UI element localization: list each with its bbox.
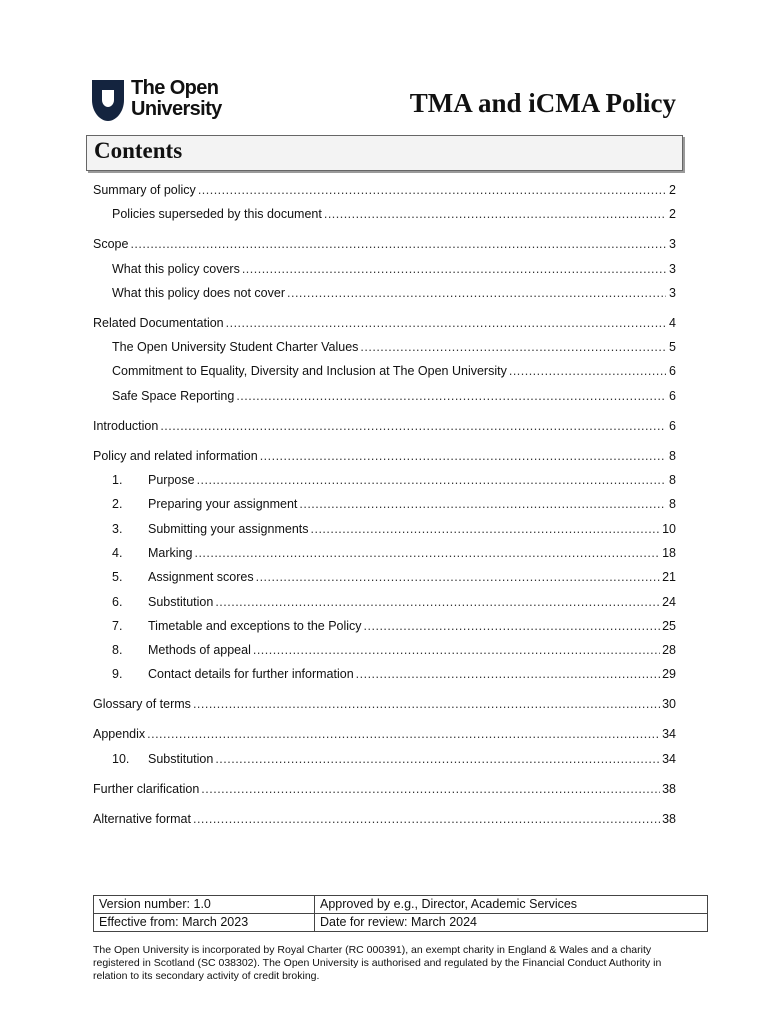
document-title: TMA and iCMA Policy <box>409 88 676 118</box>
toc-entry-label: Alternative format <box>93 811 191 826</box>
toc-leader-dots <box>226 315 666 331</box>
toc-entry-number: 6. <box>112 594 123 609</box>
toc-entry[interactable] <box>93 811 676 827</box>
toc-entry[interactable] <box>93 696 676 712</box>
toc-entry-page: 28 <box>662 643 676 658</box>
toc-leader-dots <box>198 182 666 198</box>
review-date: Date for review: March 2024 <box>315 914 708 932</box>
toc-entry-label: Substitution <box>148 751 214 766</box>
toc-entry-label: Scope <box>93 237 129 252</box>
toc-entry-label: Introduction <box>93 418 159 433</box>
toc-leader-dots <box>130 236 666 252</box>
toc-entry-page: 34 <box>662 727 676 742</box>
toc-entry-page: 6 <box>669 418 676 433</box>
toc-leader-dots <box>236 388 666 404</box>
toc-leader-dots <box>193 696 660 712</box>
toc-entry-page: 29 <box>662 667 676 682</box>
version-number: Version number: 1.0 <box>94 896 315 914</box>
toc-leader-dots <box>253 642 660 658</box>
toc-entry-page: 8 <box>669 473 676 488</box>
toc-entry[interactable] <box>93 206 676 222</box>
ou-logo <box>90 78 250 126</box>
toc-leader-dots <box>194 545 660 561</box>
toc-entry-label: Policies superseded by this document <box>112 207 322 222</box>
toc-entry-number: 3. <box>112 521 123 536</box>
toc-leader-dots <box>215 751 660 767</box>
toc-entry-page: 3 <box>669 237 676 252</box>
toc-leader-dots <box>201 781 660 797</box>
toc-entry-label: Safe Space Reporting <box>112 388 235 403</box>
toc-entry-number: 5. <box>112 570 123 585</box>
toc-entry-label: Preparing your assignment <box>148 497 298 512</box>
toc-entry-number: 7. <box>112 618 123 633</box>
toc-entry-label: Methods of appeal <box>148 643 251 658</box>
toc-entry[interactable] <box>93 236 676 252</box>
toc-entry-label: Appendix <box>93 727 146 742</box>
toc-entry-page: 24 <box>662 594 676 609</box>
logo-line-1: The Open <box>131 77 219 99</box>
toc-entry[interactable] <box>93 618 676 634</box>
toc-entry-number: 1. <box>112 473 123 488</box>
toc-entry-page: 38 <box>662 811 676 826</box>
toc-entry[interactable] <box>93 594 676 610</box>
toc-leader-dots <box>356 666 660 682</box>
toc-entry-page: 30 <box>662 697 676 712</box>
version-table <box>93 895 708 932</box>
toc-leader-dots <box>197 472 666 488</box>
logo-wordmark <box>131 78 222 120</box>
toc-entry-label: Contact details for further information <box>148 667 354 682</box>
toc-entry-label: What this policy covers <box>112 261 240 276</box>
toc-entry[interactable] <box>93 666 676 682</box>
toc-entry-label: Related Documentation <box>93 315 224 330</box>
toc-entry-page: 4 <box>669 315 676 330</box>
contents-heading-box <box>86 135 683 171</box>
toc-entry-label: The Open University Student Charter Values <box>112 340 359 355</box>
toc-entry[interactable] <box>93 642 676 658</box>
toc-entry-label: Further clarification <box>93 781 200 796</box>
ou-shield-icon <box>90 78 126 124</box>
toc-entry-page: 25 <box>662 618 676 633</box>
toc-entry[interactable] <box>93 496 676 512</box>
toc-entry-page: 3 <box>669 261 676 276</box>
toc-entry-page: 2 <box>669 207 676 222</box>
toc-entry[interactable] <box>93 261 676 277</box>
toc-entry[interactable] <box>93 388 676 404</box>
toc-entry-page: 10 <box>662 521 676 536</box>
toc-entry-label: Substitution <box>148 594 214 609</box>
toc-entry-label: Policy and related information <box>93 448 258 463</box>
toc-entry-label: Submitting your assignments <box>148 521 309 536</box>
toc-entry-page: 18 <box>662 545 676 560</box>
contents-heading: Contents <box>94 138 183 163</box>
toc-entry-page: 8 <box>669 497 676 512</box>
version-row-2 <box>94 914 708 932</box>
toc-entry[interactable] <box>93 545 676 561</box>
toc-entry-number: 10. <box>112 751 130 766</box>
toc-leader-dots <box>147 726 660 742</box>
logo-line-2: University <box>131 98 222 120</box>
toc-entry-number: 9. <box>112 667 123 682</box>
toc-entry[interactable] <box>93 418 676 434</box>
approved-by: Approved by e.g., Director, Academic Services <box>315 896 708 914</box>
toc-entry[interactable] <box>93 521 676 537</box>
effective-from: Effective from: March 2023 <box>94 914 315 932</box>
version-row-1 <box>94 896 708 914</box>
toc-entry-page: 3 <box>669 285 676 300</box>
toc-leader-dots <box>256 569 660 585</box>
toc-entry-label: Glossary of terms <box>93 697 191 712</box>
toc-entry-page: 6 <box>669 388 676 403</box>
toc-entry-label: Summary of policy <box>93 183 196 197</box>
legal-footer: The Open University is incorporated by Royal Charter (RC 000391), an exempt charity in England & Wales and a charity registered in Scotland (SC 038302). The Open University is authorised and regulated by the Financial Conduct Authority in relation to its secondary activity of credit broking. <box>93 944 662 982</box>
toc-entry-page: 2 <box>669 183 676 197</box>
toc-entry[interactable] <box>93 472 676 488</box>
toc-entry-page: 5 <box>669 340 676 355</box>
toc-leader-dots <box>242 261 666 277</box>
toc-leader-dots <box>160 418 666 434</box>
toc-entry-page: 38 <box>662 781 676 796</box>
toc-leader-dots <box>311 521 661 537</box>
toc-leader-dots <box>215 594 660 610</box>
toc-entry-number: 4. <box>112 545 123 560</box>
toc-leader-dots <box>287 285 666 301</box>
toc-entry[interactable] <box>93 448 676 464</box>
toc-entry[interactable] <box>93 339 676 355</box>
toc-leader-dots <box>299 496 666 512</box>
toc-entry[interactable] <box>93 182 676 198</box>
toc-entry-number: 8. <box>112 643 123 658</box>
toc-leader-dots <box>260 448 666 464</box>
toc-entry-label: Assignment scores <box>148 570 254 585</box>
toc-entry-page: 21 <box>662 570 676 585</box>
toc-leader-dots <box>364 618 661 634</box>
toc-entry[interactable] <box>93 285 676 301</box>
toc-entry-label: Purpose <box>148 473 195 488</box>
toc-entry[interactable] <box>93 363 676 379</box>
toc-entry-label: What this policy does not cover <box>112 285 285 300</box>
toc-entry[interactable] <box>93 569 676 585</box>
toc-entry-label: Timetable and exceptions to the Policy <box>148 618 362 633</box>
toc-entry[interactable] <box>93 315 676 331</box>
toc-leader-dots <box>360 339 666 355</box>
toc-entry-label: Marking <box>148 545 193 560</box>
toc-entry[interactable] <box>93 726 676 742</box>
toc-leader-dots <box>509 363 666 379</box>
toc-entry-page: 8 <box>669 448 676 463</box>
toc-entry-page: 34 <box>662 751 676 766</box>
toc-entry-number: 2. <box>112 497 123 512</box>
toc-entry-label: Commitment to Equality, Diversity and Inclusion at The Open University <box>112 364 507 379</box>
toc-entry[interactable] <box>93 781 676 797</box>
toc-leader-dots <box>193 811 660 827</box>
table-of-contents <box>93 182 676 827</box>
toc-entry[interactable] <box>93 751 676 767</box>
toc-leader-dots <box>324 206 666 222</box>
toc-entry-page: 6 <box>669 364 676 379</box>
